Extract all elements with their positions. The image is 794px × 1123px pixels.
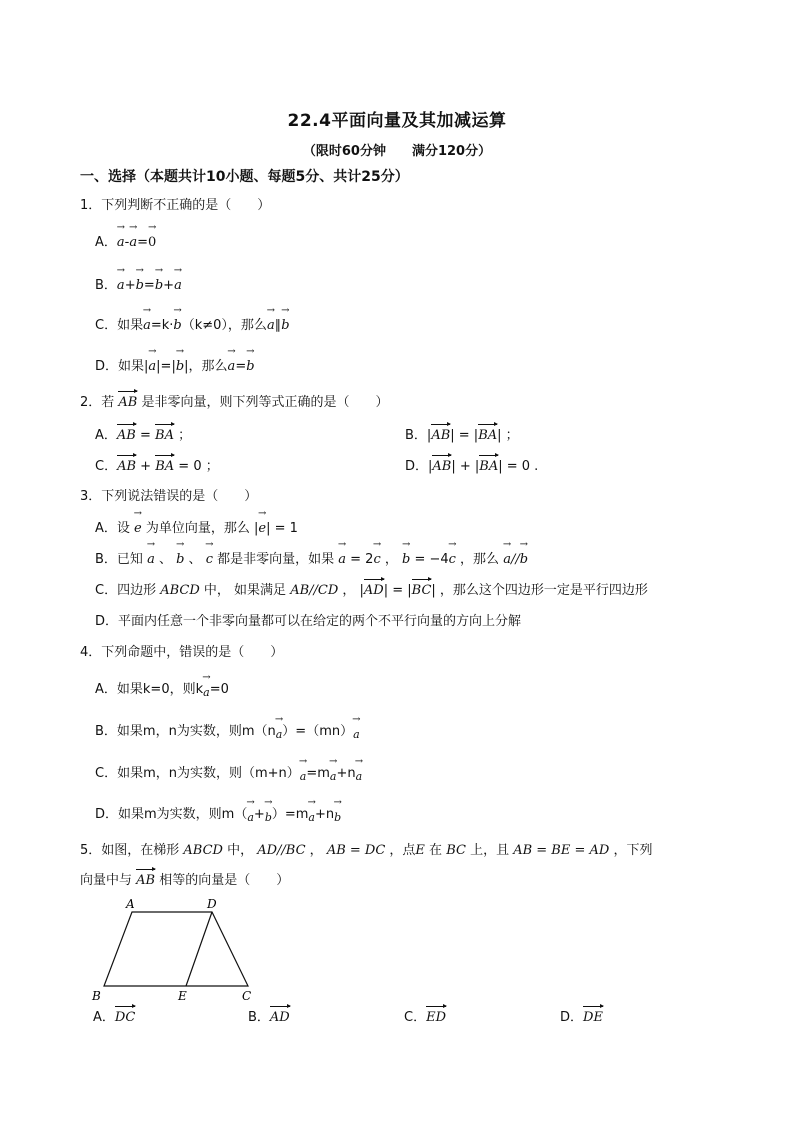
q3-option-d: D．平面内任意一个非零向量都可以在给定的两个不平行向量的方向上分解 [95, 614, 522, 629]
q1-option-c: C．如果→ a=k·→ b（k≠0），那么→ a∥→ b [95, 317, 290, 335]
label-d: D [207, 897, 217, 911]
segment-de [186, 912, 212, 986]
q5-option-d: D．DE [560, 1010, 603, 1025]
q4-option-b: B．如果m，n为实数，则m（n→ a）=（mn）→ a [95, 723, 360, 744]
section-heading: 一、选择（本题共计10小题、每题5分、共计25分） [80, 169, 409, 185]
q3-option-c: C．四边形 ABCD 中， 如果满足 AB//CD ， |AD| = |BC| ，那么这个四边形一定是平行四边形 [95, 583, 648, 598]
question-3-stem: 3．下列说法错误的是（ ） [80, 489, 258, 504]
q2-option-c: C．AB + BA = 0 ； [95, 459, 219, 474]
trapezoid-figure [88, 894, 268, 1006]
question-4-stem: 4．下列命题中，错误的是（ ） [80, 645, 284, 660]
question-1-stem: 1．下列判断不正确的是（ ） [80, 198, 271, 213]
q4-option-c: C．如果m，n为实数，则（m+n）→ a=m→ a+n→ a [95, 765, 362, 786]
page-subtitle: （限时60分钟 满分120分） [302, 144, 492, 159]
q5-option-c: C．ED [404, 1010, 446, 1025]
q3-option-b: B．已知 → a 、 → b 、 → c 都是非零向量，如果 → a = 2→ c ， → b = −4→ c ，那么 → a//→ b [95, 551, 528, 569]
trapezoid-abcd [104, 912, 248, 986]
label-b: B [92, 989, 101, 1003]
q1-option-b: B．→ a+→ b=→ b+→ a [95, 277, 182, 295]
question-5-stem-line-2: 向量中与 AB 相等的向量是（ ） [80, 873, 290, 888]
q2-option-a: A．AB = BA ； [95, 428, 192, 443]
q2-option-d: D．|AB| + |BA| = 0 . [405, 459, 539, 474]
q5-option-a: A．DC [93, 1010, 136, 1025]
q4-option-d: D．如果m为实数，则m（→ a+→ b）=m→ a+n→ b [95, 806, 341, 827]
q4-option-a: A．如果k=0，则k→ a=0 [95, 681, 229, 702]
page-title: 22.4平面向量及其加减运算 [287, 111, 507, 131]
q2-option-b: B．|AB| = |BA| ； [405, 428, 519, 443]
q1-option-a: A．→ a-→ a=→ 0 [95, 234, 156, 252]
question-5-stem-line-1: 5．如图，在梯形 ABCD 中， AD//BC ， AB = DC ，点E 在 BC 上，且 AB = BE = AD ，下列 [80, 843, 653, 858]
q1-option-d: D．如果|→ a|=|→ b|，那么→ a=→ b [95, 358, 255, 376]
question-2-stem: 2．若 AB 是非零向量，则下列等式正确的是（ ） [80, 395, 389, 410]
label-a: A [126, 897, 135, 911]
label-e: E [178, 989, 187, 1003]
label-c: C [242, 989, 252, 1003]
q3-option-a: A．设 → e 为单位向量，那么 |→ e| = 1 [95, 520, 298, 538]
q5-option-b: B．AD [248, 1010, 290, 1025]
